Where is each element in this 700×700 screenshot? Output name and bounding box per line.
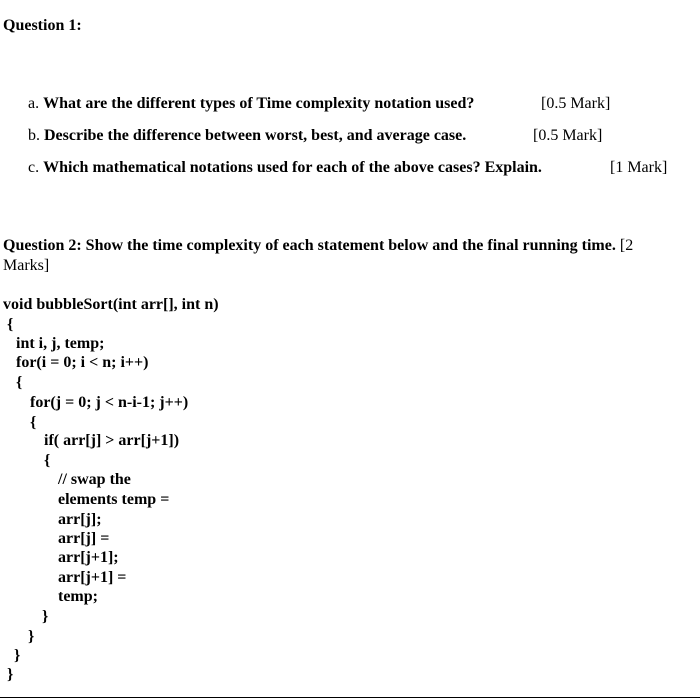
code-line: arr[j];: [58, 511, 102, 528]
question1-item-a-mark: [0.5 Mark]: [541, 95, 611, 112]
code-line: {: [30, 414, 37, 431]
question1-item-c-mark: [1 Mark]: [610, 159, 668, 176]
item-text: Describe the difference between worst, best, and average case.: [44, 127, 467, 144]
question1-title: Question 1:: [3, 17, 82, 34]
code-line: void bubbleSort(int arr[], int n): [3, 296, 219, 313]
item-label: b.: [28, 127, 40, 144]
question2-mark-continued: Marks]: [3, 257, 50, 274]
question1-item-b-mark: [0.5 Mark]: [533, 127, 603, 144]
code-line: {: [44, 452, 51, 469]
question2-heading: [3, 236, 693, 256]
bottom-divider: [0, 697, 700, 698]
item-label: c.: [28, 159, 40, 176]
question1-item-a: [28, 94, 474, 114]
code-line: {: [16, 374, 23, 391]
code-line: elements temp =: [58, 491, 170, 508]
code-line: }: [28, 628, 35, 645]
code-line: for(j = 0; j < n-i-1; j++): [30, 394, 189, 411]
code-line: if( arr[j] > arr[j+1]): [44, 432, 180, 449]
code-line: int i, j, temp;: [16, 335, 105, 352]
code-line: arr[j+1];: [58, 549, 119, 566]
code-line: arr[j+1] =: [58, 569, 127, 586]
code-line: for(i = 0; i < n; i++): [16, 354, 149, 371]
item-label: a.: [28, 95, 40, 112]
code-line: }: [14, 647, 21, 664]
code-line: arr[j] =: [58, 530, 110, 547]
code-line: {: [7, 316, 14, 333]
code-line: }: [7, 666, 14, 683]
item-text: What are the different types of Time complexity notation used?: [43, 95, 475, 112]
question2-prompt: Show the time complexity of each statement below and the final running time.: [85, 237, 616, 254]
question2-mark: [2: [619, 237, 634, 254]
question1-item-b: [28, 126, 466, 146]
code-line: }: [42, 608, 49, 625]
question1-item-c: [28, 158, 542, 178]
code-line: // swap the: [58, 471, 131, 488]
item-text: Which mathematical notations used for each of the above cases? Explain.: [43, 159, 542, 176]
question2-title: Question 2:: [3, 237, 82, 254]
code-line: temp;: [58, 588, 98, 605]
